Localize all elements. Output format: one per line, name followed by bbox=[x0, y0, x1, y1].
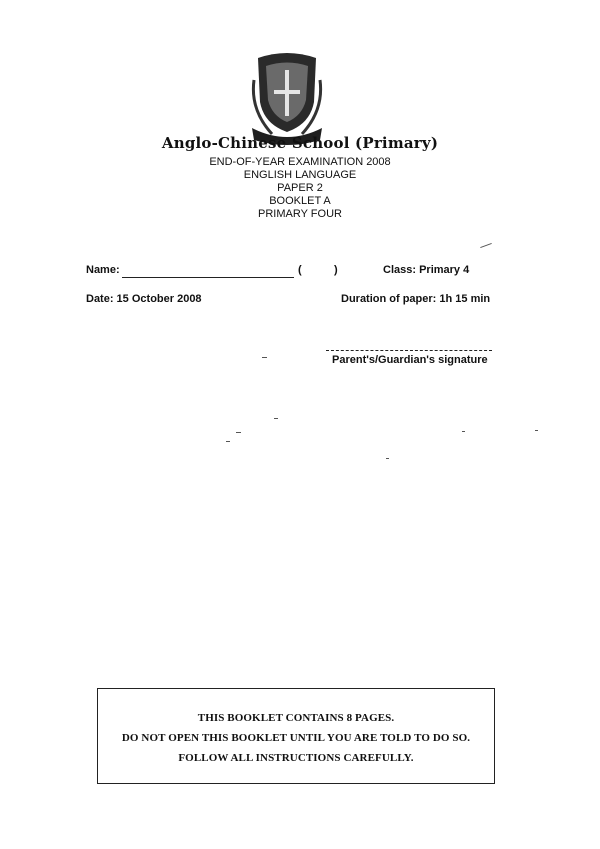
signature-blank-line[interactable] bbox=[326, 350, 492, 351]
date-label: Date: 15 October 2008 bbox=[86, 293, 202, 305]
instructions-notice-box bbox=[97, 688, 495, 784]
scan-speck bbox=[262, 357, 267, 358]
scan-speck bbox=[535, 430, 538, 431]
do-not-open-notice: DO NOT OPEN THIS BOOKLET UNTIL YOU ARE TOLD TO DO SO. bbox=[121, 732, 471, 744]
scan-speck bbox=[480, 243, 492, 248]
scan-speck bbox=[462, 431, 465, 432]
page-count-notice: THIS BOOKLET CONTAINS 8 PAGES. bbox=[197, 712, 395, 724]
booklet-label: BOOKLET A bbox=[269, 195, 331, 207]
scan-speck bbox=[236, 432, 241, 433]
follow-instructions-notice: FOLLOW ALL INSTRUCTIONS CAREFULLY. bbox=[178, 752, 414, 764]
school-crest-logo bbox=[250, 50, 324, 146]
duration-label: Duration of paper: 1h 15 min bbox=[341, 293, 491, 305]
exam-title: END-OF-YEAR EXAMINATION 2008 bbox=[209, 156, 391, 168]
index-close-paren: ) bbox=[334, 264, 338, 276]
level-label: PRIMARY FOUR bbox=[258, 208, 342, 220]
school-name: Anglo-Chinese School (Primary) bbox=[161, 134, 439, 152]
scan-speck bbox=[386, 458, 389, 459]
scan-speck bbox=[274, 418, 278, 419]
paper-number: PAPER 2 bbox=[277, 182, 323, 194]
class-label: Class: Primary 4 bbox=[383, 264, 470, 276]
index-open-paren: ( bbox=[298, 264, 302, 276]
name-label: Name: bbox=[86, 264, 120, 276]
name-blank-line[interactable] bbox=[122, 277, 294, 278]
scan-speck bbox=[226, 441, 230, 442]
signature-label: Parent's/Guardian's signature bbox=[332, 354, 488, 366]
subject-title: ENGLISH LANGUAGE bbox=[243, 169, 357, 181]
